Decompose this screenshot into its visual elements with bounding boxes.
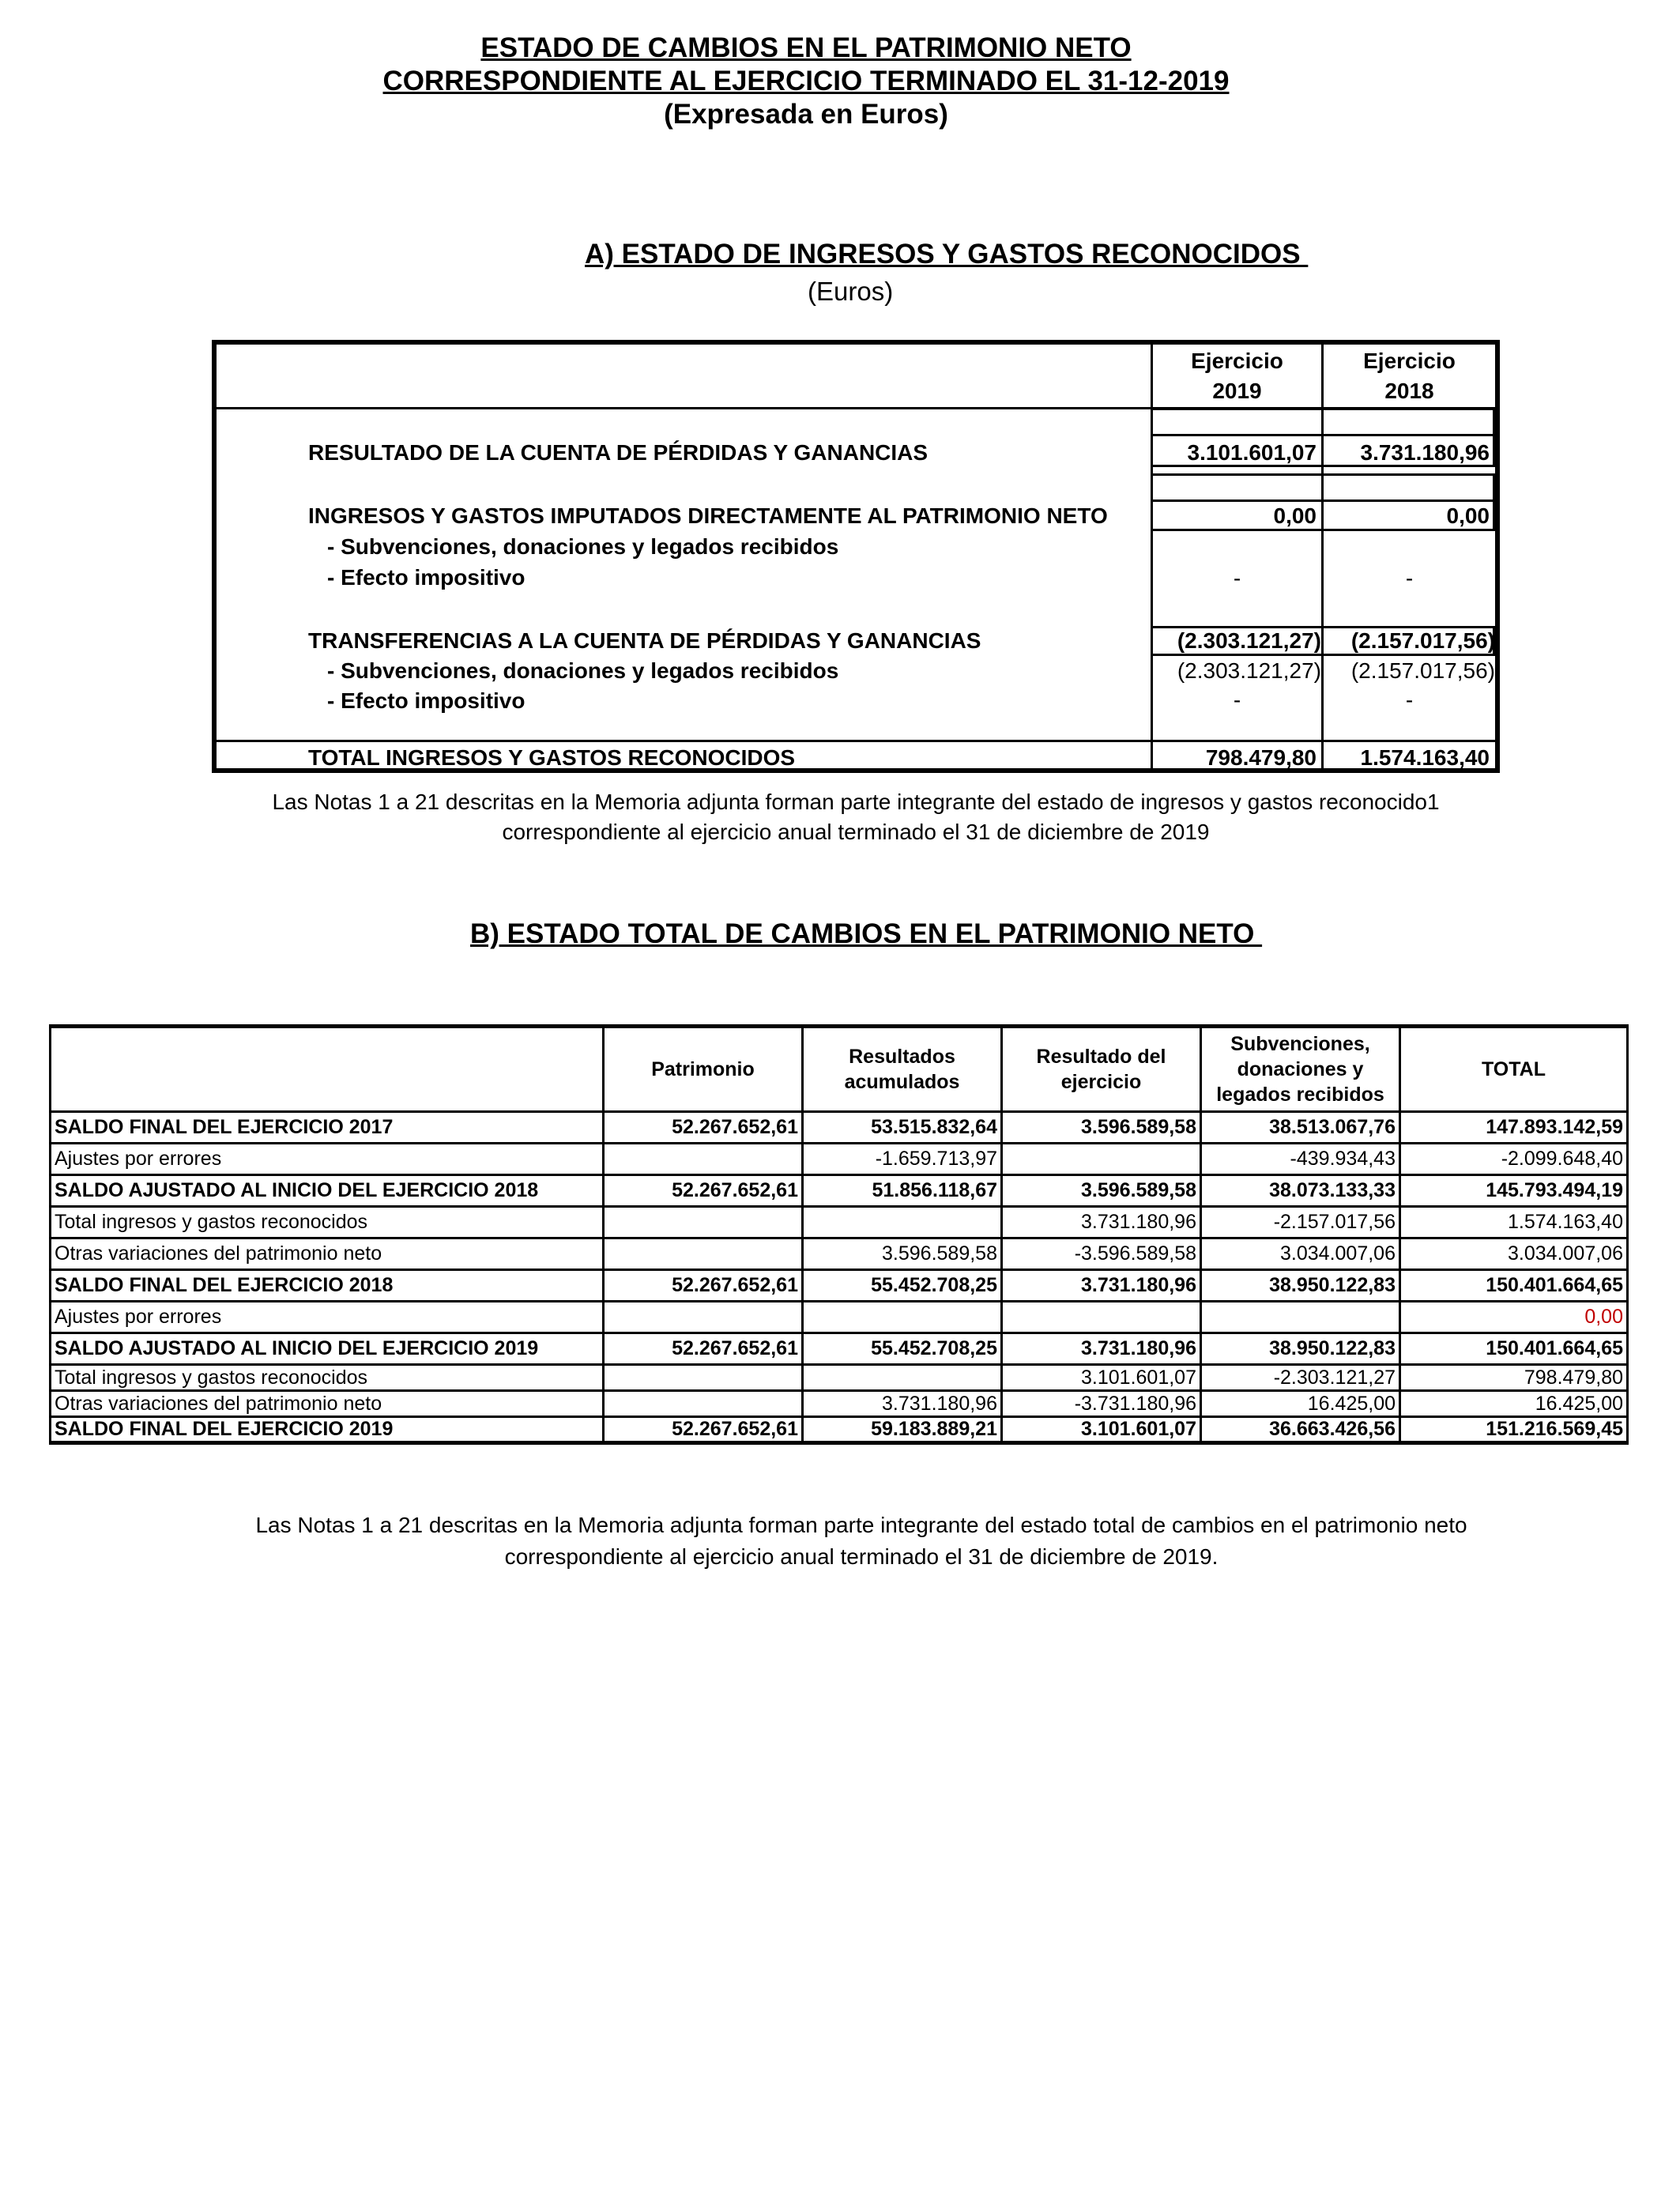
row-label: Otras variaciones del patrimonio neto <box>51 1391 604 1417</box>
col-header-resultados-acumulados: Resultados acumulados <box>803 1027 1002 1112</box>
cell-total: 150.401.664,65 <box>1400 1270 1628 1302</box>
table-row <box>51 1175 1628 1207</box>
row-ingresos-2018: 0,00 <box>1446 503 1490 528</box>
cell-subvenciones: 3.034.007,06 <box>1201 1238 1400 1270</box>
cell-total: 798.479,80 <box>1400 1365 1628 1391</box>
header-empty-cell <box>51 1027 604 1112</box>
row-ingresos-efecto-2019: - <box>1233 566 1241 590</box>
cell-total: 145.793.494,19 <box>1400 1175 1628 1207</box>
section-a-note-line2: correspondiente al ejercicio anual terminado el 31 de diciembre de 2019 <box>502 820 1210 844</box>
cell-patrimonio <box>604 1365 803 1391</box>
row-total-2018: 1.574.163,40 <box>1360 745 1490 770</box>
cell-total: 1.574.163,40 <box>1400 1207 1628 1238</box>
cell-total: 150.401.664,65 <box>1400 1333 1628 1365</box>
cell-resultado-ejercicio: -3.731.180,96 <box>1002 1391 1201 1417</box>
section-a-note-line1: Las Notas 1 a 21 descritas en la Memoria adjunta forman parte integrante del estado de ingresos y gastos reconocido1 <box>272 790 1440 814</box>
cell-resultado-ejercicio: 3.101.601,07 <box>1002 1365 1201 1391</box>
table-row <box>51 1270 1628 1302</box>
cell-patrimonio <box>604 1238 803 1270</box>
col-header-patrimonio: Patrimonio <box>604 1027 803 1112</box>
col-header-total: TOTAL <box>1400 1027 1628 1112</box>
row-label: Total ingresos y gastos reconocidos <box>51 1207 604 1238</box>
row-transf-sub-2019: (2.303.121,27) <box>1177 658 1321 683</box>
cell-total: 151.216.569,45 <box>1400 1417 1628 1443</box>
row-label: Ajustes por errores <box>51 1144 604 1175</box>
row-label: Ajustes por errores <box>51 1302 604 1333</box>
section-a-unit: (Euros) <box>808 277 894 306</box>
cell-resultado-ejercicio <box>1002 1144 1201 1175</box>
cell-subvenciones: 38.950.122,83 <box>1201 1333 1400 1365</box>
cell-resultados-acumulados: 3.596.589,58 <box>803 1238 1002 1270</box>
table-row <box>51 1333 1628 1365</box>
col-2018-head2: 2018 <box>1384 379 1434 403</box>
col-2019-head1: Ejercicio <box>1191 349 1283 373</box>
row-label: SALDO FINAL DEL EJERCICIO 2019 <box>51 1417 604 1443</box>
table-row <box>51 1417 1628 1443</box>
empty-cell <box>1151 408 1324 436</box>
cell-resultado-ejercicio: 3.101.601,07 <box>1002 1417 1201 1443</box>
cell-resultados-acumulados <box>803 1365 1002 1391</box>
cell-patrimonio: 52.267.652,61 <box>604 1333 803 1365</box>
row-label: SALDO AJUSTADO AL INICIO DEL EJERCICIO 2019 <box>51 1333 604 1365</box>
cell-patrimonio: 52.267.652,61 <box>604 1112 803 1144</box>
table-row <box>51 1207 1628 1238</box>
row-total-2019: 798.479,80 <box>1205 745 1317 770</box>
row-label: SALDO FINAL DEL EJERCICIO 2017 <box>51 1112 604 1144</box>
row-transferencias-2019: (2.303.121,27) <box>1177 628 1321 653</box>
cell-resultado-ejercicio: 3.731.180,96 <box>1002 1207 1201 1238</box>
table-row <box>51 1112 1628 1144</box>
table-row <box>51 1365 1628 1391</box>
cell-resultado-ejercicio <box>1002 1302 1201 1333</box>
row-resultado-2019: 3.101.601,07 <box>1187 440 1317 465</box>
cell-patrimonio: 52.267.652,61 <box>604 1417 803 1443</box>
section-a-title: A) ESTADO DE INGRESOS Y GASTOS RECONOCIDOS <box>585 239 1309 270</box>
row-transf-sub-2018: (2.157.017,56) <box>1350 658 1495 683</box>
cell-resultados-acumulados: 59.183.889,21 <box>803 1417 1002 1443</box>
cell-subvenciones: -439.934,43 <box>1201 1144 1400 1175</box>
cell-resultados-acumulados: 55.452.708,25 <box>803 1270 1002 1302</box>
cell-subvenciones: 38.073.133,33 <box>1201 1175 1400 1207</box>
row-ingresos-efecto-2018: - <box>1405 566 1414 590</box>
cell-patrimonio: 52.267.652,61 <box>604 1175 803 1207</box>
cell-patrimonio <box>604 1302 803 1333</box>
col-header-subvenciones: Subvenciones, donaciones y legados recibidos <box>1201 1027 1400 1112</box>
row-label: SALDO AJUSTADO AL INICIO DEL EJERCICIO 2018 <box>51 1175 604 1207</box>
cell-subvenciones: -2.157.017,56 <box>1201 1207 1400 1238</box>
col-2019-head2: 2019 <box>1212 379 1262 403</box>
section-b-note-line2: correspondiente al ejercicio anual terminado el 31 de diciembre de 2019. <box>504 1544 1219 1569</box>
row-transf-efecto-2019: - <box>1233 688 1241 712</box>
cell-subvenciones: 38.950.122,83 <box>1201 1270 1400 1302</box>
cell-total: 3.034.007,06 <box>1400 1238 1628 1270</box>
table-row <box>51 1302 1628 1333</box>
row-resultado-label: RESULTADO DE LA CUENTA DE PÉRDIDAS Y GANANCIAS <box>308 440 929 465</box>
section-b-title: B) ESTADO TOTAL DE CAMBIOS EN EL PATRIMONIO NETO <box>470 918 1263 949</box>
row-ingresos-label: INGRESOS Y GASTOS IMPUTADOS DIRECTAMENTE AL PATRIMONIO NETO <box>308 503 1108 528</box>
cell-resultado-ejercicio: 3.596.589,58 <box>1002 1112 1201 1144</box>
empty-cell <box>1321 473 1495 502</box>
row-total-label: TOTAL INGRESOS Y GASTOS RECONOCIDOS <box>308 745 796 770</box>
header-title-line2: CORRESPONDIENTE AL EJERCICIO TERMINADO EL 31-12-2019 <box>382 66 1230 96</box>
cell-subvenciones: 36.663.426,56 <box>1201 1417 1400 1443</box>
cell-resultado-ejercicio: 3.596.589,58 <box>1002 1175 1201 1207</box>
row-transf-sub-label: - Subvenciones, donaciones y legados recibidos <box>327 658 839 683</box>
row-label: Otras variaciones del patrimonio neto <box>51 1238 604 1270</box>
cell-patrimonio: 52.267.652,61 <box>604 1270 803 1302</box>
ingresos-gastos-table <box>212 340 1500 773</box>
row-ingresos-sub-label: - Subvenciones, donaciones y legados recibidos <box>327 534 839 559</box>
cell-resultados-acumulados: -1.659.713,97 <box>803 1144 1002 1175</box>
row-transf-efecto-2018: - <box>1405 688 1414 712</box>
cell-resultados-acumulados: 55.452.708,25 <box>803 1333 1002 1365</box>
row-resultado-2018: 3.731.180,96 <box>1360 440 1490 465</box>
cell-resultados-acumulados: 3.731.180,96 <box>803 1391 1002 1417</box>
cell-total: 16.425,00 <box>1400 1391 1628 1417</box>
cell-resultado-ejercicio: 3.731.180,96 <box>1002 1333 1201 1365</box>
cell-resultados-acumulados: 53.515.832,64 <box>803 1112 1002 1144</box>
cambios-patrimonio-table <box>49 1024 1629 1445</box>
cell-resultados-acumulados <box>803 1207 1002 1238</box>
empty-cell <box>1321 408 1495 436</box>
cell-subvenciones: 16.425,00 <box>1201 1391 1400 1417</box>
header-currency-note: (Expresada en Euros) <box>664 99 948 130</box>
cell-total: -2.099.648,40 <box>1400 1144 1628 1175</box>
row-transferencias-label: TRANSFERENCIAS A LA CUENTA DE PÉRDIDAS Y GANANCIAS <box>308 628 981 653</box>
cell-subvenciones: -2.303.121,27 <box>1201 1365 1400 1391</box>
row-ingresos-2019: 0,00 <box>1273 503 1317 528</box>
table-row <box>51 1238 1628 1270</box>
row-transf-efecto-label: - Efecto impositivo <box>327 688 525 713</box>
section-b-note-line1: Las Notas 1 a 21 descritas en la Memoria adjunta forman parte integrante del estado total de cambios en el patrimonio neto <box>255 1513 1467 1537</box>
cell-resultado-ejercicio: -3.596.589,58 <box>1002 1238 1201 1270</box>
cell-patrimonio <box>604 1144 803 1175</box>
header-title-line1: ESTADO DE CAMBIOS EN EL PATRIMONIO NETO <box>480 32 1132 63</box>
table-row <box>51 1144 1628 1175</box>
cell-patrimonio <box>604 1207 803 1238</box>
col-2018-head1: Ejercicio <box>1363 349 1456 373</box>
row-transferencias-2018: (2.157.017,56) <box>1350 628 1495 653</box>
cell-resultado-ejercicio: 3.731.180,96 <box>1002 1270 1201 1302</box>
table-row <box>51 1391 1628 1417</box>
document-header <box>0 32 1612 131</box>
cell-total: 0,00 <box>1400 1302 1628 1333</box>
cell-subvenciones: 38.513.067,76 <box>1201 1112 1400 1144</box>
row-label: SALDO FINAL DEL EJERCICIO 2018 <box>51 1270 604 1302</box>
cell-resultados-acumulados <box>803 1302 1002 1333</box>
row-label: Total ingresos y gastos reconocidos <box>51 1365 604 1391</box>
row-ingresos-efecto-label: - Efecto impositivo <box>327 565 525 590</box>
empty-cell <box>1151 473 1324 502</box>
cell-patrimonio <box>604 1391 803 1417</box>
total-divider <box>217 740 1495 742</box>
col-header-resultado-ejercicio: Resultado del ejercicio <box>1002 1027 1201 1112</box>
cell-resultados-acumulados: 51.856.118,67 <box>803 1175 1002 1207</box>
cell-subvenciones <box>1201 1302 1400 1333</box>
cell-total: 147.893.142,59 <box>1400 1112 1628 1144</box>
table-header-row <box>51 1027 1628 1112</box>
